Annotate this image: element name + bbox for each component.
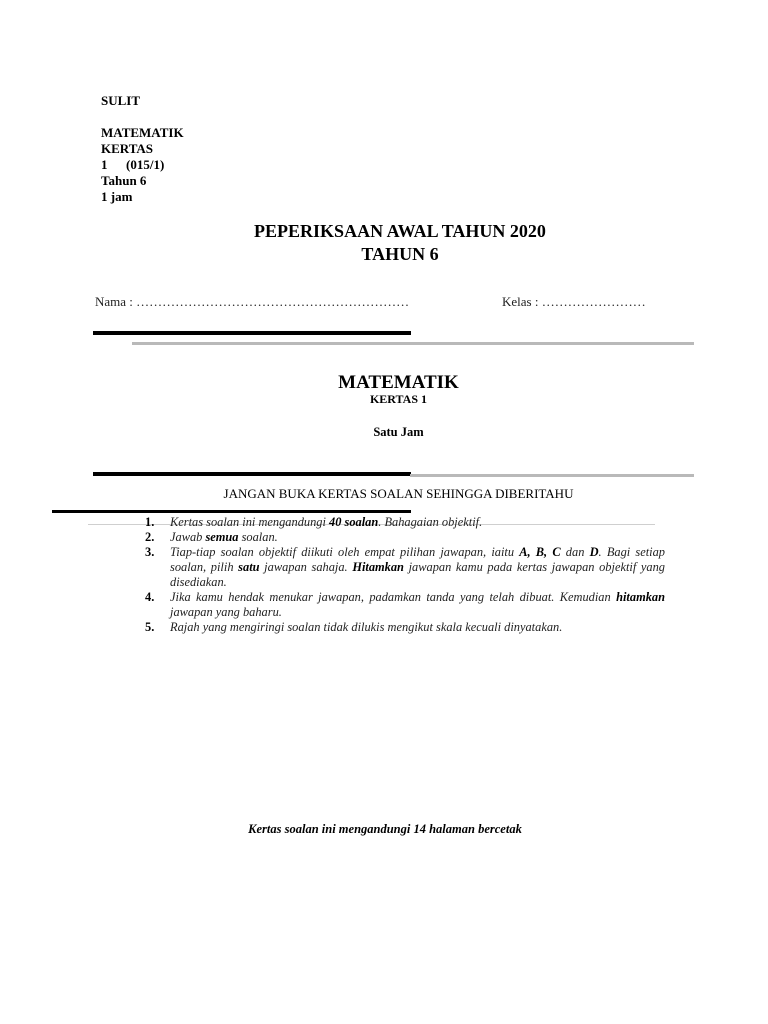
- duration-label: 1 jam: [101, 189, 133, 204]
- instruction-text: soalan.: [238, 530, 278, 544]
- instruction-text: jawapan sahaja.: [259, 560, 353, 574]
- subject-label: MATEMATIK: [101, 125, 184, 140]
- instruction-item: [145, 545, 665, 590]
- instruction-bold: hitamkan: [616, 590, 665, 604]
- divider-thick-2: [93, 472, 411, 476]
- instruction-item: [145, 530, 665, 545]
- instruction-number: 2.: [145, 530, 155, 544]
- instruction-number: 1.: [145, 515, 155, 529]
- divider-thick-1: [93, 331, 411, 335]
- warning-text: JANGAN BUKA KERTAS SOALAN SEHINGGA DIBERITAHU: [223, 486, 574, 501]
- sulit-label: SULIT: [101, 93, 141, 108]
- time-label: Satu Jam: [373, 425, 424, 439]
- instruction-text: jawapan kamu pada kertas jawapan objektif yang disediakan.: [170, 560, 666, 589]
- instruction-text: Kertas soalan ini mengandungi: [170, 515, 330, 529]
- instruction-bold: semua: [205, 530, 239, 544]
- instruction-text: . Bagi setiap soalan, pilih: [170, 545, 666, 574]
- instruction-bold: satu: [238, 560, 260, 574]
- nama-label: Nama :: [95, 294, 133, 309]
- paper-code-value: (015/1): [126, 157, 165, 172]
- instruction-item: [145, 590, 665, 620]
- divider-grey-2: [410, 474, 694, 477]
- header-block: [101, 93, 184, 205]
- instruction-bold: D: [589, 545, 599, 559]
- instruction-text: Jika kamu hendak menukar jawapan, padamkan tanda yang telah dibuat. Kemudian: [170, 590, 617, 604]
- exam-year: TAHUN 6: [361, 244, 439, 264]
- subject-title: MATEMATIK: [338, 372, 459, 393]
- kertas-label: KERTAS: [101, 141, 154, 156]
- instruction-text: jawapan yang baharu.: [170, 605, 282, 619]
- kelas-label: Kelas :: [502, 294, 539, 309]
- paper-code-number: 1: [101, 157, 108, 172]
- paper-label: KERTAS 1: [369, 392, 428, 406]
- instruction-text: . Bahagaian objektif.: [378, 515, 483, 529]
- exam-title: PEPERIKSAAN AWAL TAHUN 2020: [254, 221, 546, 241]
- instruction-bold: A, B, C: [519, 545, 561, 559]
- divider-grey-1: [132, 342, 694, 345]
- instruction-text: Tiap-tiap soalan objektif diikuti oleh empat pilihan jawapan, iaitu: [170, 545, 520, 559]
- instruction-bold: 40 soalan: [329, 515, 379, 529]
- instruction-text: dan: [560, 545, 590, 559]
- tahun-label: Tahun 6: [101, 173, 147, 188]
- instruction-item: [145, 620, 665, 635]
- instruction-text: Rajah yang mengiringi soalan tidak dilukis mengikut skala kecuali dinyatakan.: [170, 620, 563, 634]
- instruction-number: 3.: [145, 545, 155, 559]
- instruction-item: [145, 515, 665, 530]
- divider-thick-3: [52, 510, 411, 513]
- kelas-dots: ……………………: [541, 294, 646, 309]
- instruction-list: [145, 515, 665, 635]
- nama-dots: ………………………………………………………: [136, 294, 410, 309]
- paper-code: [101, 157, 184, 173]
- instruction-number: 5.: [145, 620, 155, 634]
- kelas-field: [502, 294, 646, 310]
- nama-field: [95, 294, 409, 310]
- page-count-note: Kertas soalan ini mengandungi 14 halaman bercetak: [248, 822, 522, 836]
- instruction-number: 4.: [145, 590, 155, 604]
- instruction-bold: Hitamkan: [352, 560, 404, 574]
- instruction-text: Jawab: [170, 530, 206, 544]
